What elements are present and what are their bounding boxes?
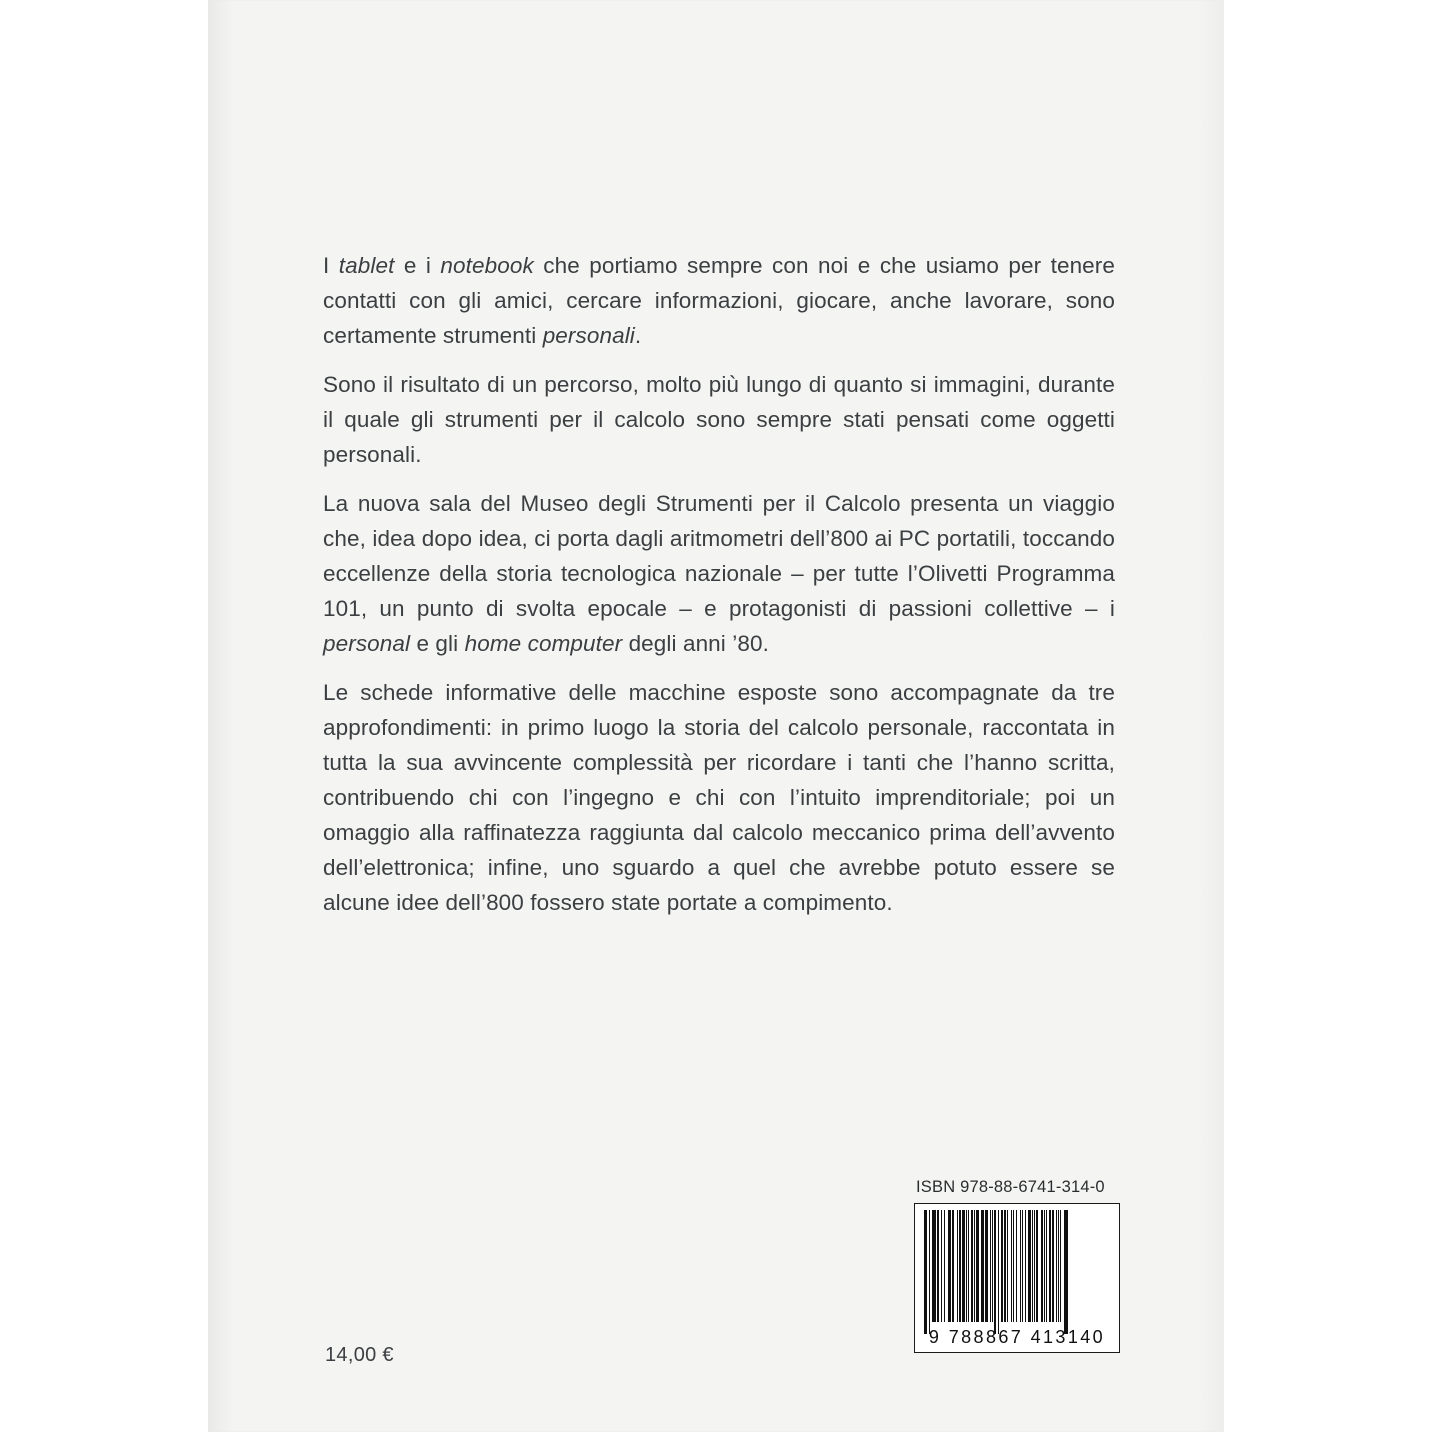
blurb-run: Le schede informative delle macchine esposte sono accompagnate da tre approfondimenti: in primo luogo la storia del calcolo personale, raccontata in tutta la sua avvincente complessità per ricordare i tanti che l’hanno scritta, contribuendo chi con l’ingegno e chi con l’intuito imprenditoriale; poi un omaggio alla raffinatezza raggiunta dal calcolo meccanico prima dell’avvento dell’elettronica; infine, uno sguardo a quel che avrebbe potuto essere se alcune idee dell’800 fossero state portate a compimento. (323, 680, 1115, 915)
blurb-run: che portiamo sempre con noi e che usiamo per tenere contatti con gli amici, cercare informazioni, giocare, anche lavorare, sono certamente strumenti (323, 253, 1115, 348)
blurb-emphasis: tablet (338, 253, 395, 278)
blurb-emphasis: home computer (464, 631, 623, 656)
blurb-emphasis: personal (323, 631, 411, 656)
barcode-bars (924, 1210, 1110, 1322)
book-back-cover (208, 0, 1224, 1432)
blurb-run: I (323, 253, 339, 278)
blurb-run: e i (394, 253, 441, 278)
isbn-label: ISBN 978-88-6741-314-0 (916, 1178, 1105, 1196)
blurb-run: Sono il risultato di un percorso, molto più lungo di quanto si immagini, durante il quale gli strumenti per il calcolo sono sempre stati pensati come oggetti personali. (323, 372, 1115, 467)
blurb-paragraph (323, 248, 1115, 353)
blurb-paragraph (323, 675, 1115, 920)
blurb-emphasis: notebook (440, 253, 534, 278)
blurb-run: degli anni ’80. (622, 631, 769, 656)
barcode-digits: 9 788867 413140 (928, 1327, 1106, 1347)
blurb-text-block (323, 248, 1115, 920)
isbn-barcode (914, 1203, 1120, 1353)
blurb-paragraph (323, 486, 1115, 661)
price-label: 14,00 € (325, 1344, 394, 1366)
blurb-run: e gli (410, 631, 465, 656)
blurb-run: . (634, 323, 642, 348)
blurb-emphasis: personali (542, 323, 635, 348)
blurb-paragraph (323, 367, 1115, 472)
blurb-run: La nuova sala del Museo degli Strumenti per il Calcolo presenta un viaggio che, idea dopo idea, ci porta dagli aritmometri dell’800 ai PC portatili, toccando eccellenze della storia tecnologica nazionale – per tutte l’Olivetti Programma 101, un punto di svolta epocale – e protagonisti di passioni collettive – i (323, 491, 1115, 621)
barcode-block (914, 1178, 1122, 1353)
